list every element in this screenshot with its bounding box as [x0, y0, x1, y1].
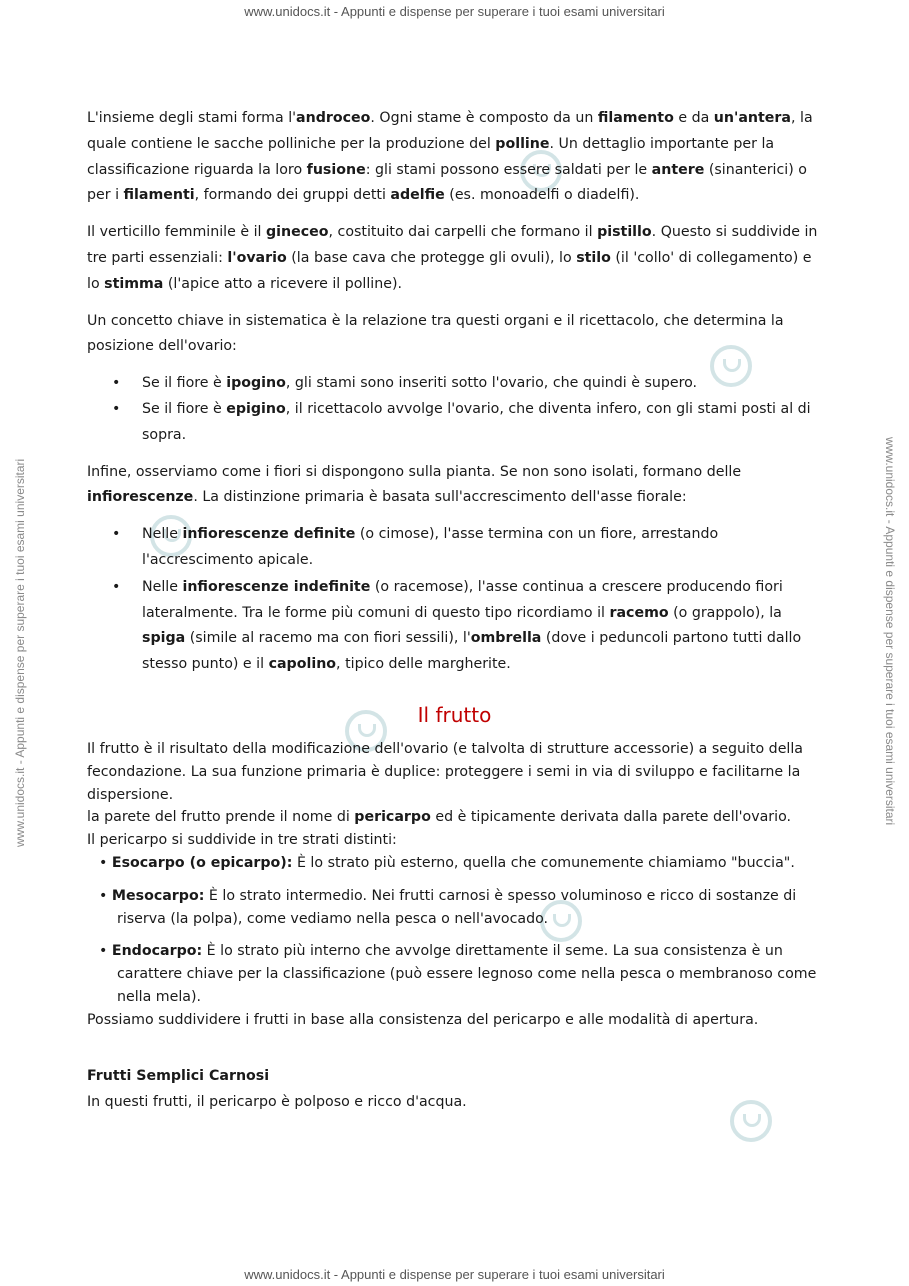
ovary-position-list: [87, 371, 822, 448]
watermark-top: www.unidocs.it - Appunti e dispense per superare i tuoi esami universitari: [244, 4, 665, 19]
paragraph-infiorescenze: Infine, osserviamo come i fiori si dispongono sulla pianta. Se non sono isolati, formano delle infiorescenze. La distinzione primaria è basata sull'accrescimento dell'asse fiorale:: [87, 463, 742, 506]
paragraph-gineceo: Il verticillo femminile è il gineceo, costituito dai carpelli che formano il pistillo. Questo si suddivide in tre parti essenziali: l'ovario (la base cava che protegge gli ovuli), lo stilo (il 'collo' di collegamento) e lo stimma (l'apice atto a ricevere il polline).: [87, 224, 818, 292]
watermark-right: www.unidocs.it - Appunti e dispense per superare i tuoi esami universitari: [883, 437, 897, 826]
document-body: [87, 106, 822, 1126]
subheading: Frutti Semplici Carnosi: [87, 1067, 270, 1084]
list-item: • Se il fiore è ipogino, gli stami sono inseriti sotto l'ovario, che quindi è supero.: [142, 371, 822, 397]
paragraph-androceo: L'insieme degli stami forma l'androceo. Ogni stame è composto da un filamento e da un'antera, la quale contiene le sacche polliniche per la produzione del polline. Un dettaglio importante per la classificazione riguarda la loro fusione: gli stami possono essere saldati per le antere (sinanterici) o per i filamenti, formando dei gruppi detti adelfie (es. monoadelfi o diadelfi).: [87, 110, 813, 204]
watermark-left: www.unidocs.it - Appunti e dispense per superare i tuoi esami universitari: [13, 458, 27, 847]
list-item: • Mesocarpo: È lo strato intermedio. Nei frutti carnosi è spesso voluminoso e ricco di sostanze di riserva (la polpa), come vediamo nella pesca o nell'avocado.: [99, 887, 797, 927]
list-item: • Endocarpo: È lo strato più interno che avvolge direttamente il seme. La sua consistenza è un carattere chiave per la classificazione (può essere legnoso come nella pesca o membranoso come nella mela).: [99, 943, 817, 1005]
list-item: • Nelle infiorescenze indefinite (o racemose), l'asse continua a crescere producendo fiori lateralmente. Tra le forme più comuni di questo tipo ricordiamo il racemo (o grappolo), la spiga (simile al racemo ma con fiori sessili), l'ombrella (dove i peduncoli partono tutti dallo stesso punto) e il capolino, tipico delle margherite.: [142, 575, 822, 678]
paragraph-strati: Il pericarpo si suddivide in tre strati distinti:: [87, 832, 397, 849]
list-item: • Nelle infiorescenze definite (o cimose), l'asse termina con un fiore, arrestando l'accrescimento apicale.: [142, 522, 822, 574]
strata-list: [87, 852, 822, 1009]
paragraph-frutto-intro: Il frutto è il risultato della modificazione dell'ovario (e talvolta di strutture accessorie) a seguito della fecondazione. La sua funzione primaria è duplice: proteggere i semi in via di sviluppo e facilitarne la dispersione.: [87, 740, 803, 803]
inflorescence-list: [87, 522, 822, 678]
paragraph-closing: Possiamo suddividere i frutti in base alla consistenza del pericarpo e alle modalità di apertura.: [87, 1011, 759, 1028]
paragraph-last: In questi frutti, il pericarpo è polposo e ricco d'acqua.: [87, 1093, 467, 1110]
section-heading: Il frutto: [417, 702, 492, 727]
frutto-section: [87, 738, 822, 1032]
list-item: • Se il fiore è epigino, il ricettacolo avvolge l'ovario, che diventa infero, con gli stami posti al di sopra.: [142, 397, 822, 449]
watermark-bottom: www.unidocs.it - Appunti e dispense per superare i tuoi esami universitari: [244, 1267, 665, 1282]
list-item: • Esocarpo (o epicarpo): È lo strato più esterno, quella che comunemente chiamiamo "buccia".: [99, 854, 795, 871]
paragraph-pericarpo: la parete del frutto prende il nome di pericarpo ed è tipicamente derivata dalla parete dell'ovario.: [87, 809, 792, 826]
paragraph-ricettacolo: Un concetto chiave in sistematica è la relazione tra questi organi e il ricettacolo, che determina la posizione dell'ovario:: [87, 312, 784, 355]
